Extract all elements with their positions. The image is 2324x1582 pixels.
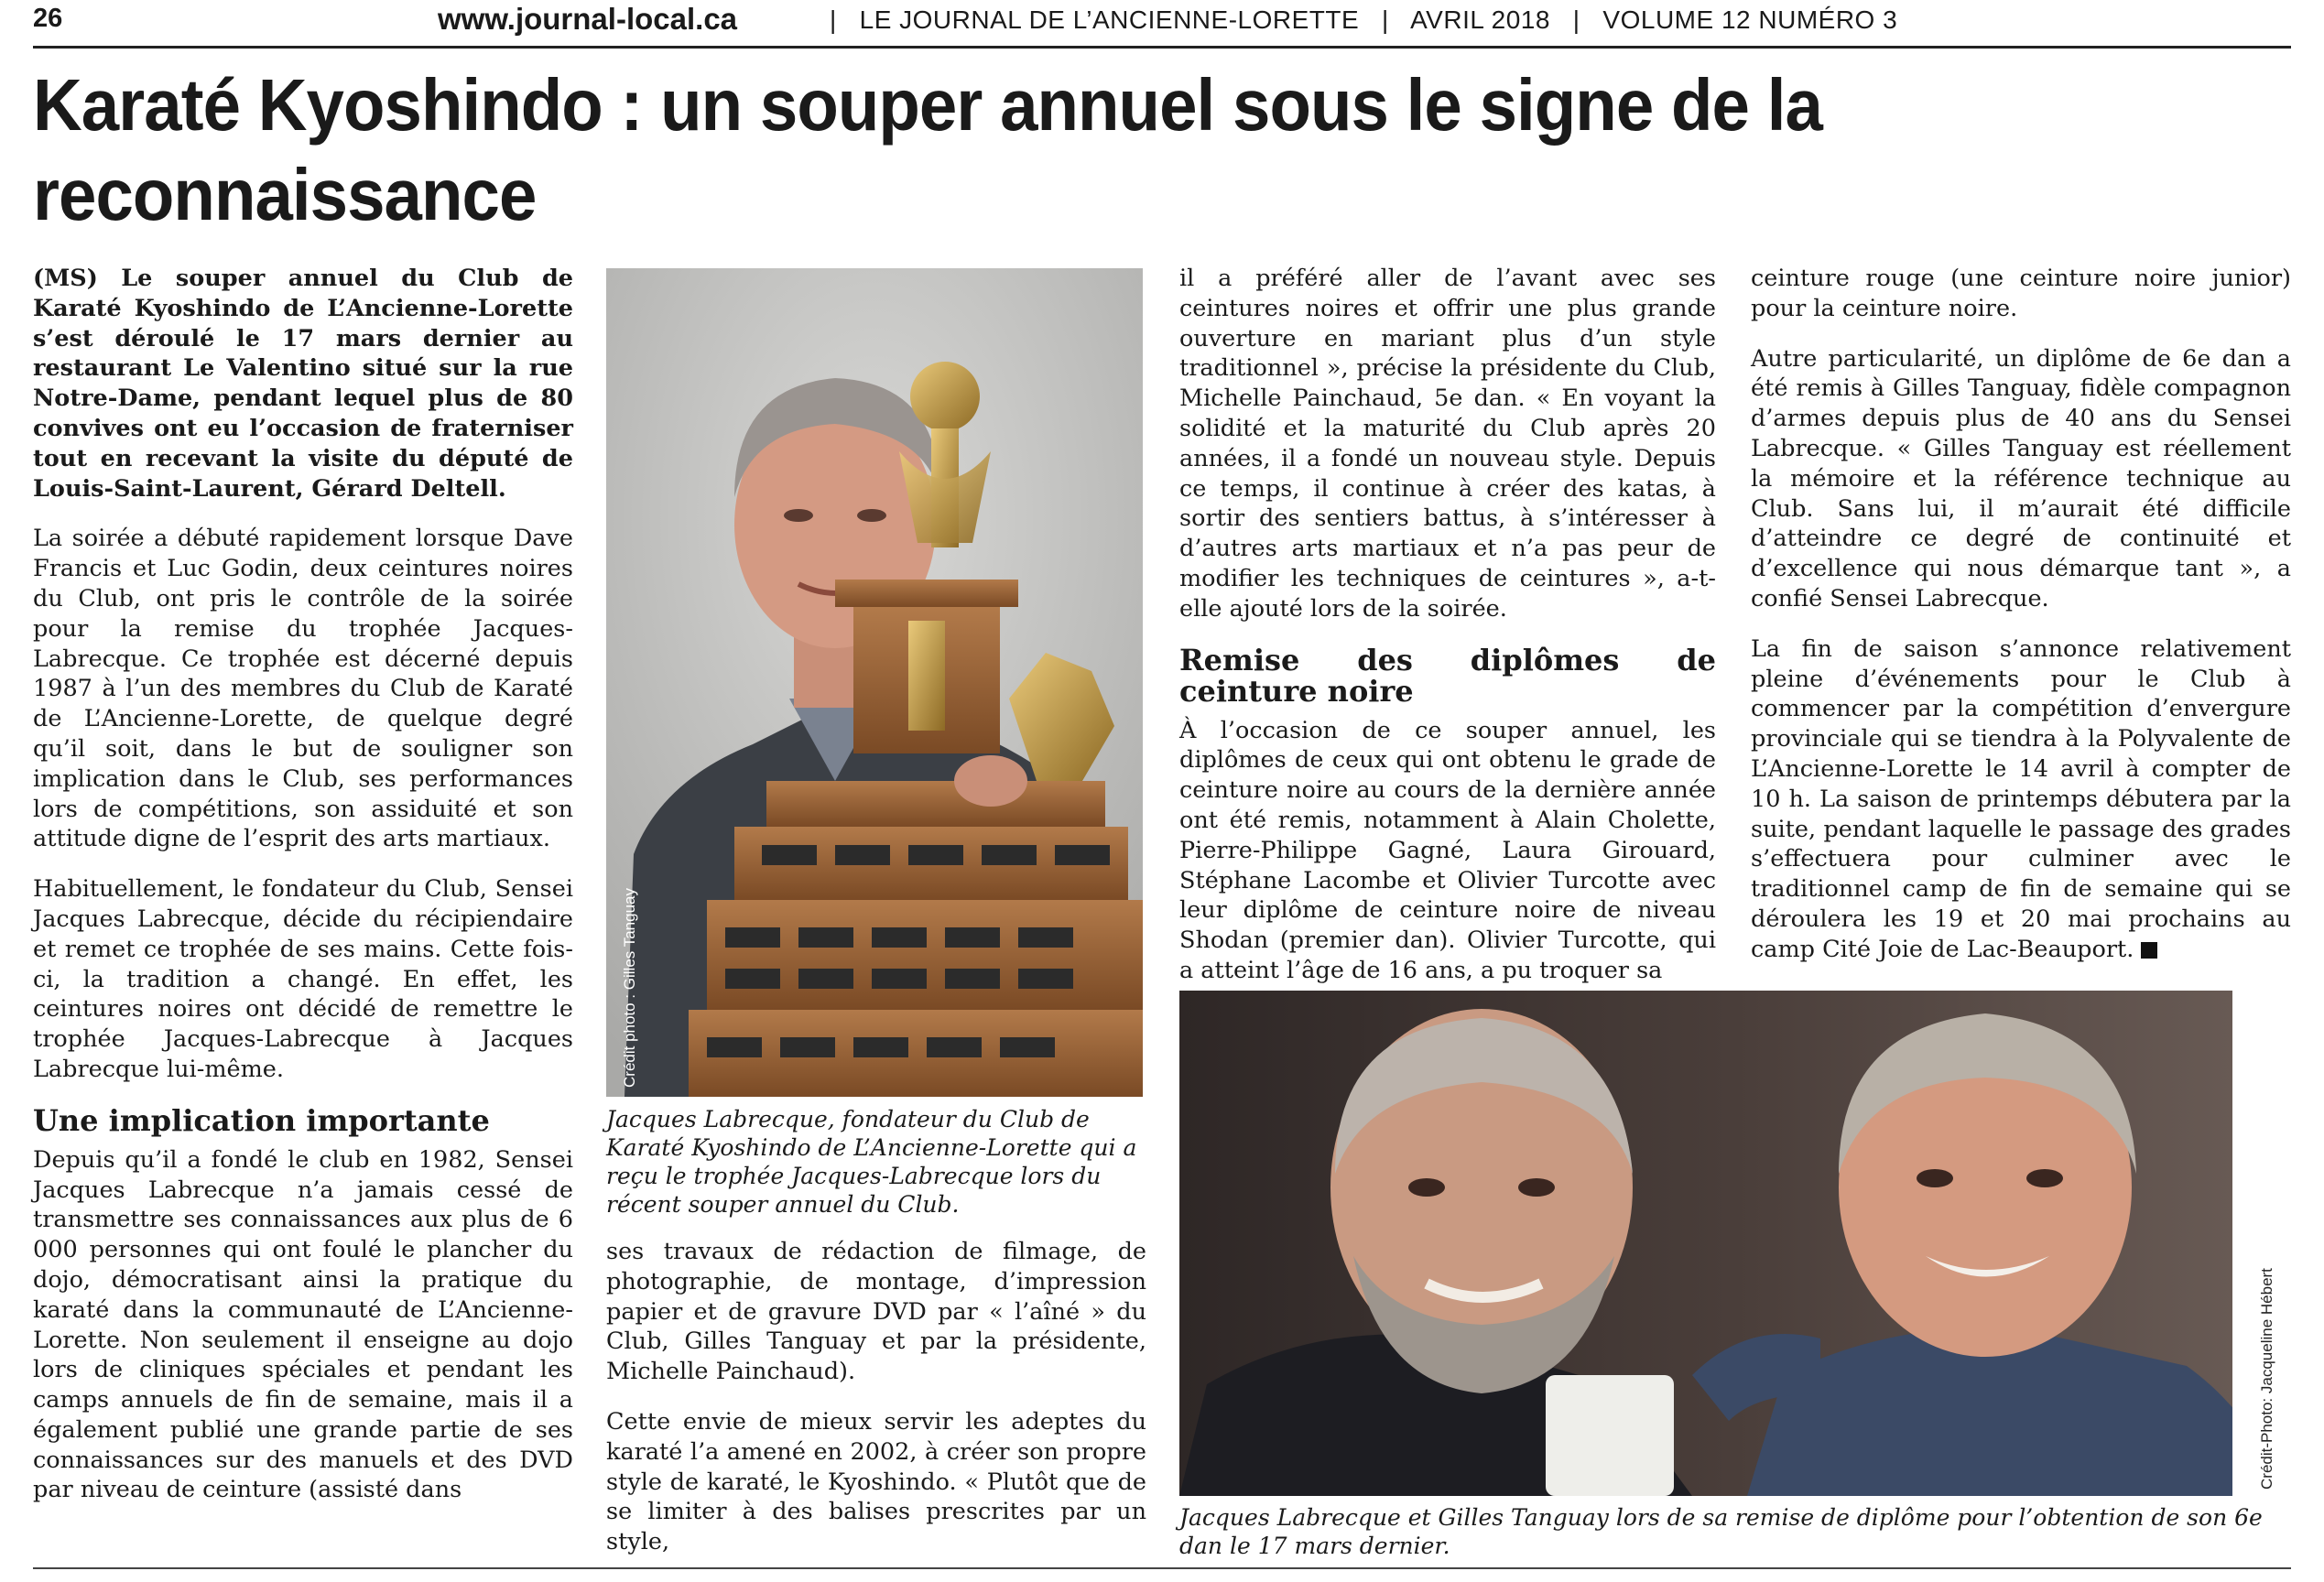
photo-caption: Jacques Labrecque, fondateur du Club de Karaté Kyoshindo de L’Ancienne-Lorette qui a reçu le trophée Jacques-Labrecque lors du récent souper annuel du Club. xyxy=(606,1106,1137,1218)
volume-number: VOLUME 12 NUMÉRO 3 xyxy=(1602,5,1898,34)
subheading: Remise des diplômes de ceinture noire xyxy=(1179,642,1716,709)
header-separator: | xyxy=(1572,5,1580,34)
paragraph-text: La fin de saison s’annonce relativement pleine d’événements pour le Club à commencer par la compétition d’envergure provinciale qui se tiendra à la Polyvalente de L’Ancienne-Lorette le 14 avril à compter de 10 h. La saison de printemps débutera par la suite, pendant laquelle le passage des grades s’effectuera pour culminer avec le traditionnel camp de fin de semaine qui se déroulera les 19 et 20 mai prochains au camp Cité Joie de Lac-Beauport. xyxy=(1751,634,2291,963)
page-header xyxy=(33,0,2291,49)
diploma-photo xyxy=(1179,991,2287,1496)
publication-name: LE JOURNAL DE L’ANCIENNE-LORETTE xyxy=(859,5,1360,34)
article-column-4 xyxy=(1751,264,2291,985)
article-column-3 xyxy=(1179,264,1716,1006)
bottom-rule xyxy=(33,1567,2291,1569)
paragraph: À l’occasion de ce souper annuel, les diplômes de ceux qui ont obtenu le grade de ceinture noire au cours de la dernière année ont été remis, notamment à Alain Cholette, Pierre-Philippe Gagné, Laura Girouard, Stéphane Lacombe et Olivier Turcotte avec leur diplôme de ceinture noire de niveau Shodan (premier dan). Olivier Turcotte, qui a atteint l’âge de 16 ans, a pu troquer sa xyxy=(1179,716,1716,984)
paragraph: il a préféré aller de l’avant avec ses ceintures noires et offrir une plus grande ouverture en mariant plus d’un style traditionnel », précise la présidente du Club, Michelle Painchaud, 5e dan. « En voyant la solidité et la maturité du Club après 20 années, il a fondé un nouveau style. Depuis ce temps, il continue à créer des katas, à sortir des sentiers battus, à s’intéresser à d’autres arts martiaux et n’a pas peur de modifier les techniques de ceintures », a-t-elle ajouté lors de la soirée. xyxy=(1179,265,1716,623)
photo-caption: Jacques Labrecque et Gilles Tanguay lors de sa remise de diplôme pour l’obtention de son 6e dan le 17 mars dernier. xyxy=(1179,1504,2263,1559)
paragraph: La soirée a débuté rapidement lorsque Dave Francis et Luc Godin, deux ceintures noires du Club, ont pris le contrôle de la soirée pour la remise du trophée Jacques-Labrecque. Ce trophée est décerné depuis 1987 à l’un des membres du Club de Karaté de L’Ancienne-Lorette, de quelque degré qu’il soit, dans le but de souligner son implication dans le Club, ses performances lors de compétitions, son assiduité et son attitude digne de l’esprit des arts martiaux. xyxy=(33,525,573,853)
article-headline: Karaté Kyoshindo : un souper annuel sous le signe de la reconnaissance xyxy=(33,64,1822,235)
paragraph: Cette envie de mieux servir les adeptes du karaté l’a amené en 2002, à créer son propre style de karaté, le Kyoshindo. « Plutôt que de se limiter à des balises prescrites par un style, xyxy=(606,1407,1146,1556)
header-separator: | xyxy=(1382,5,1389,34)
diploma-photo-image xyxy=(1179,991,2287,1496)
masthead-info xyxy=(830,5,1897,35)
subheading: Une implication importante xyxy=(33,1102,490,1138)
site-url[interactable]: www.journal-local.ca xyxy=(438,2,738,36)
paragraph: Habituellement, le fondateur du Club, Sensei Jacques Labrecque, décide du récipiendaire et remet ce trophée de ses mains. Cette fois-ci, la tradition a changé. En effet, les ceintures noires ont décidé de remettre le trophée Jacques-Labrecque à Jacques Labrecque lui-même. xyxy=(33,875,573,1083)
issue-date: AVRIL 2018 xyxy=(1410,5,1550,34)
end-of-article-mark xyxy=(2141,942,2157,959)
trophy-photo-image xyxy=(606,268,1143,1097)
paragraph: Depuis qu’il a fondé le club en 1982, Sensei Jacques Labrecque n’a jamais cessé de transmettre ses connaissances aux plus de 6 000 personnes qui ont foulé le plancher du dojo, démocratisant ainsi la pratique du karaté dans la communauté de L’Ancienne-Lorette. Non seulement il enseigne au dojo lors de cliniques spéciales et pendant les camps annuels de fin de semaine, mais il a également publié une grande partie de ses connaissances sur des manuels et des DVD par niveau de ceinture (assisté dans xyxy=(33,1145,573,1504)
page-number: 26 xyxy=(33,4,63,33)
article-column-1 xyxy=(33,264,573,1525)
article-lede: (MS) Le souper annuel du Club de Karaté Kyoshindo de L’Ancienne-Lorette s’est déroulé le 17 mars dernier au restaurant Le Valentino situé sur la rue Notre-Dame, pendant lequel plus de 80 convives ont eu l’occasion de fraterniser tout en recevant la visite du député de Louis-Saint-Laurent, Gérard Deltell. xyxy=(33,265,573,503)
photo-credit: Crédit photo : Gilles Tanguay xyxy=(621,888,638,1088)
paragraph: Autre particularité, un diplôme de 6e dan a été remis à Gilles Tanguay, fidèle compagnon d’armes depuis plus de 40 ans du Sensei Labrecque. « Gilles Tanguay est réellement la mémoire et la référence technique au Club. Sans lui, il m’aurait été difficile d’atteindre ce degré de continuité et d’excellence qui nous démarque tant », a confié Sensei Labrecque. xyxy=(1751,344,2291,612)
article-column-2 xyxy=(606,1237,1146,1577)
paragraph: ses travaux de rédaction de filmage, de photographie, de montage, d’impression papier et de gravure DVD par « l’aîné » du Club, Gilles Tanguay et par la présidente, Michelle Painchaud). xyxy=(606,1238,1146,1386)
trophy-photo xyxy=(606,268,1143,1097)
paragraph: ceinture rouge (une ceinture noire junior) pour la ceinture noire. xyxy=(1751,265,2291,322)
header-separator: | xyxy=(830,5,837,34)
photo-credit: Crédit-Photo: Jacqueline Hébert xyxy=(2258,1268,2275,1490)
paragraph xyxy=(1751,634,2291,965)
